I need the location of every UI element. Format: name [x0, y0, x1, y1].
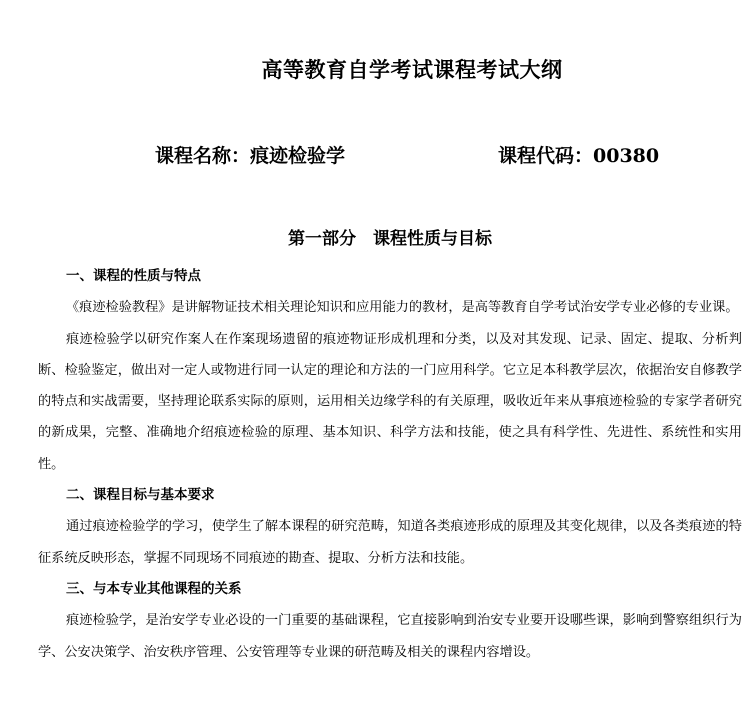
paragraph: 通过痕迹检验学的学习，使学生了解本课程的研究范畴，知道各类痕迹形成的原理及其变化规律，以及各类痕迹的特征系统反映形态，掌握不同现场不同痕迹的勘查、提取、分析方法和技能。: [38, 519, 742, 566]
section-heading-goals: 二、课程目标与基本要求: [66, 487, 215, 504]
document-title: 高等教育自学考试课程考试大纲: [261, 57, 563, 82]
section-heading-relations: 三、与本专业其他课程的关系: [66, 580, 242, 597]
section-heading-nature: 一、课程的性质与特点: [66, 268, 201, 284]
paragraph: 痕迹检验学，是治安学专业必设的一门重要的基础课程，它直接影响到治安专业要开设哪些课，影响到警察组织行为学、公安决策学、治安秩序管理、公安管理等专业课的研范畴及相关的课程内容增设。: [38, 613, 742, 660]
part-title: 第一部分 课程性质与目标: [288, 229, 492, 249]
paragraph: 痕迹检验学以研究作案人在作案现场遗留的痕迹物证形成机理和分类，以及对其发现、记录、固定、提取、分析判断、检验鉴定，做出对一定人或物进行同一认定的理论和方法的一门应用科学。它立足本科教学层次，依据治安自修教学的特点和实战需要，坚持理论联系实际的原则，运用相关边缘学科的有关原理，吸收近年来从事痕迹检验的专家学者研究的新成果，完整、准确地介绍痕迹检验的原理、基本知识、科学方法和技能，使之具有科学性、先进性、系统性和实用性。: [38, 331, 742, 472]
course-name: 课程名称：痕迹检验学: [155, 145, 346, 167]
course-code: 课程代码：00380: [498, 145, 660, 167]
paragraph: 《痕迹检验教程》是讲解物证技术相关理论知识和应用能力的教材，是高等教育自学考试治安学专业必修的专业课。: [66, 300, 739, 316]
document-body: [38, 261, 742, 668]
